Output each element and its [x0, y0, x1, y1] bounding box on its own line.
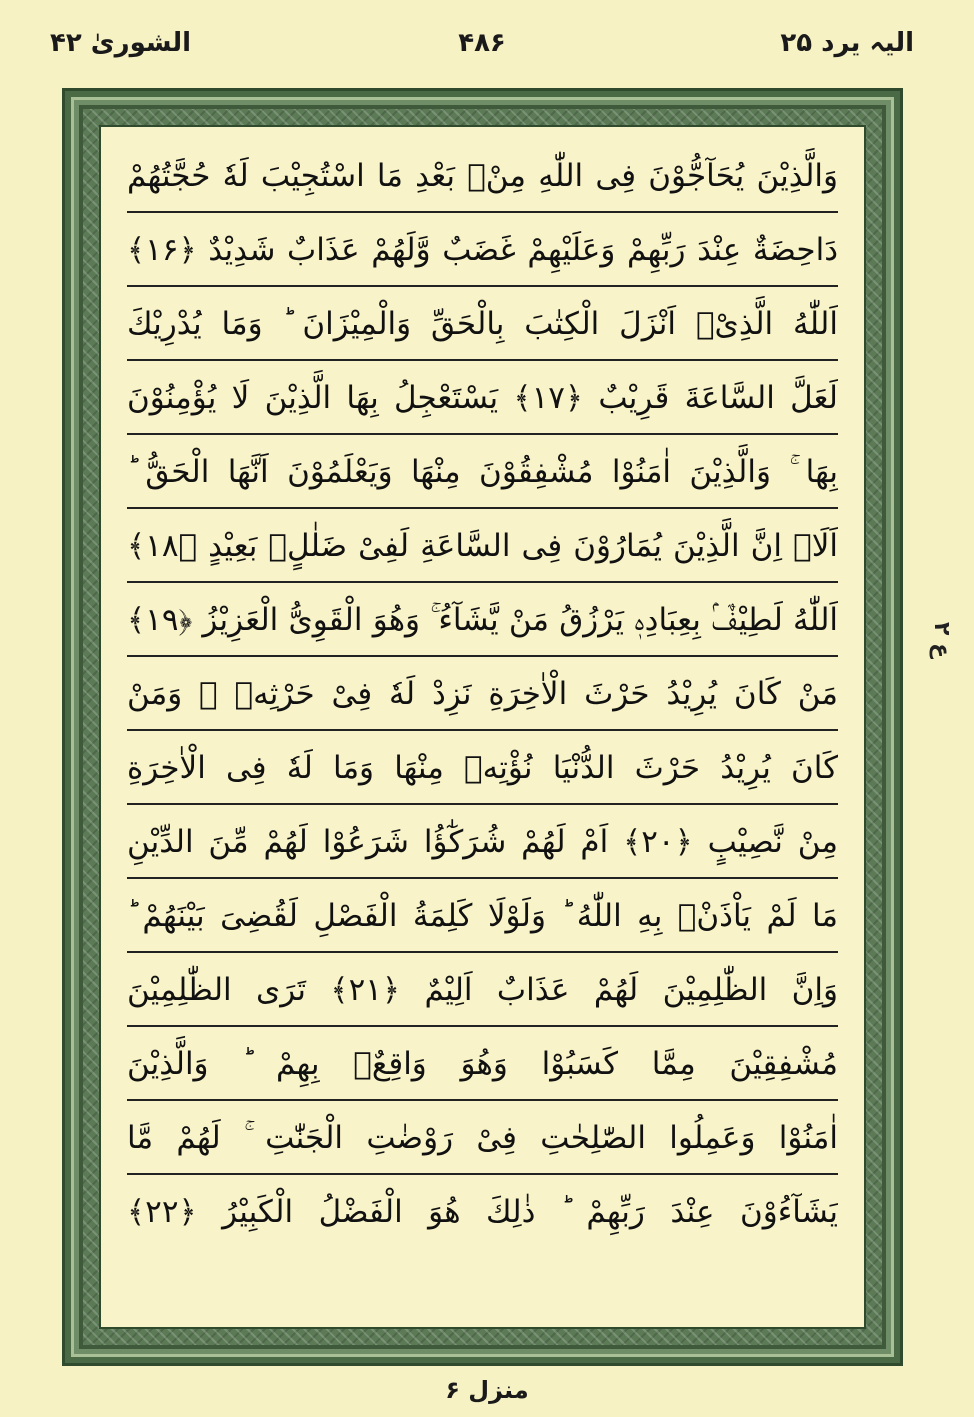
- surah-label: الشوریٰ ۴۲: [50, 28, 192, 58]
- verse-line: مَنْ كَانَ يُرِيْدُ حَرْثَ الْاٰخِرَةِ نَزِدْ لَهٗ فِىْ حَرْثِهٖ ۚ وَمَنْ: [127, 657, 838, 731]
- page-header: [50, 28, 914, 78]
- verse-lines: [127, 139, 838, 1315]
- verse-line: بِهَا ۚ وَالَّذِيْنَ اٰمَنُوْا مُشْفِقُوْنَ مِنْهَا وَيَعْلَمُوْنَ اَنَّهَا الْحَقُّ ؕ: [127, 435, 838, 509]
- verse-line: مِنْ نَّصِيْبٍ ﴿۲۰﴾ اَمْ لَهُمْ شُرَكٰٓؤُا شَرَعُوْا لَهُمْ مِّنَ الدِّيْنِ: [127, 805, 838, 879]
- verse-line: دَاحِضَةٌ عِنْدَ رَبِّهِمْ وَعَلَيْهِمْ غَضَبٌ وَّلَهُمْ عَذَابٌ شَدِيْدٌ ﴿۱۶﴾: [127, 213, 838, 287]
- verse-line: اَللّٰهُ لَطِيْفٌۢ بِعِبَادِهٖ يَرْزُقُ مَنْ يَّشَآءُ ۚ وَهُوَ الْقَوِىُّ الْعَزِيْزُ ﴿۱۹﴾: [127, 583, 838, 657]
- verse-line: لَعَلَّ السَّاعَةَ قَرِيْبٌ ﴿۱۷﴾ يَسْتَعْجِلُ بِهَا الَّذِيْنَ لَا يُؤْمِنُوْنَ: [127, 361, 838, 435]
- manzil-footer: منزل ۶: [445, 1376, 529, 1404]
- verse-line: اٰمَنُوْا وَعَمِلُوا الصّٰلِحٰتِ فِىْ رَوْضٰتِ الْجَنّٰتِ ۚ لَهُمْ مَّا: [127, 1101, 838, 1175]
- text-panel: [99, 125, 866, 1329]
- ruku-marker: ع ۲: [929, 621, 954, 659]
- verse-line: كَانَ يُرِيْدُ حَرْثَ الدُّنْيَا نُؤْتِهٖ مِنْهَا وَمَا لَهٗ فِى الْاٰخِرَةِ: [127, 731, 838, 805]
- verse-line: وَالَّذِيْنَ يُحَآجُّوْنَ فِى اللّٰهِ مِنْۢ بَعْدِ مَا اسْتُجِيْبَ لَهٗ حُجَّتُهُمْ: [127, 139, 838, 213]
- ornamental-border: [62, 88, 903, 1366]
- verse-line: اَللّٰهُ الَّذِىْۤ اَنْزَلَ الْكِتٰبَ بِالْحَقِّ وَالْمِيْزَانَ ؕ وَمَا يُدْرِيْكَ: [127, 287, 838, 361]
- para-label: الیہ یرد ۲۵: [780, 28, 914, 58]
- page-number: ۴۸۶: [458, 28, 506, 58]
- verse-line: اَلَاۤ اِنَّ الَّذِيْنَ يُمَارُوْنَ فِى السَّاعَةِ لَفِىْ ضَلٰلٍۢ بَعِيْدٍ ﴿۱۸﴾: [127, 509, 838, 583]
- verse-line: مَا لَمْ يَاْذَنْۢ بِهِ اللّٰهُ ؕ وَلَوْلَا كَلِمَةُ الْفَصْلِ لَقُضِىَ بَيْنَهُمْ ؕ: [127, 879, 838, 953]
- verse-line: وَاِنَّ الظّٰلِمِيْنَ لَهُمْ عَذَابٌ اَلِيْمٌ ﴿۲۱﴾ تَرَى الظّٰلِمِيْنَ: [127, 953, 838, 1027]
- verse-line: يَشَآءُوْنَ عِنْدَ رَبِّهِمْ ؕ ذٰلِكَ هُوَ الْفَضْلُ الْكَبِيْرُ ﴿۲۲﴾: [127, 1194, 838, 1230]
- verse-line: مُشْفِقِيْنَ مِمَّا كَسَبُوْا وَهُوَ وَاقِعٌۢ بِهِمْ ؕ وَالَّذِيْنَ: [127, 1027, 838, 1101]
